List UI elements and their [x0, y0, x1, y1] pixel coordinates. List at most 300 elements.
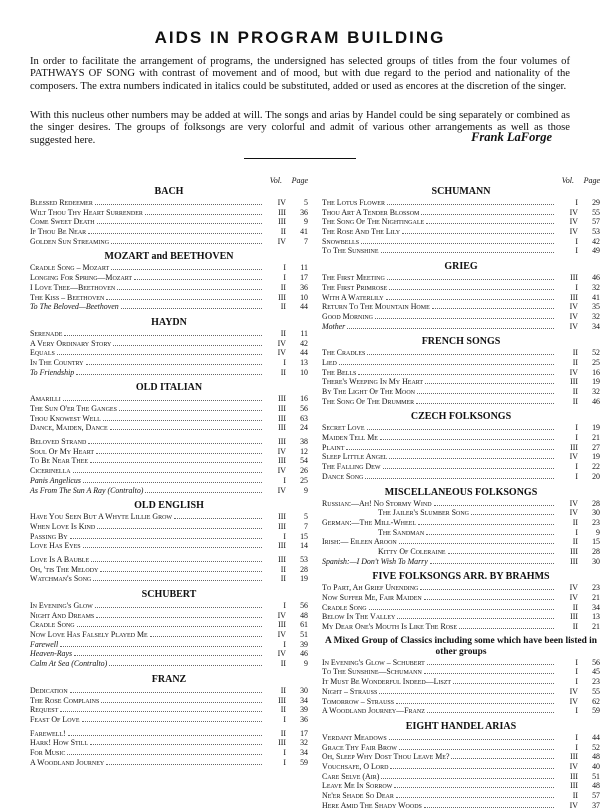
page-number: 9: [596, 527, 600, 537]
page-number: 53: [592, 227, 600, 237]
dot-leader: [394, 787, 554, 788]
dot-leader: [93, 580, 262, 581]
dot-leader: [346, 449, 554, 450]
song-entry: [30, 329, 308, 339]
volume-number: IV: [569, 686, 578, 696]
volume-number: I: [575, 236, 578, 246]
page-number: 16: [592, 367, 600, 377]
page-number: 9: [304, 485, 308, 495]
song-entry: [30, 555, 308, 565]
volume-number: IV: [277, 198, 286, 207]
volume-number: I: [283, 601, 286, 610]
song-title: Feast Of Love: [30, 714, 80, 724]
volume-number: III: [570, 273, 578, 283]
dot-leader: [145, 214, 262, 215]
song-title: Wilt Thou Thy Heart Surrender: [30, 207, 143, 217]
page-number: 17: [300, 273, 308, 283]
page-number: 48: [300, 610, 308, 620]
song-entry: [30, 208, 308, 218]
volume-number: II: [280, 564, 286, 574]
page-number: 16: [300, 394, 308, 404]
volume-number: II: [572, 517, 578, 527]
dot-leader: [430, 563, 554, 564]
song-title: The Rose And The Lily: [322, 227, 401, 237]
song-entry: [30, 715, 308, 725]
song-entry: [322, 762, 600, 772]
volume-number: I: [283, 273, 286, 283]
dot-leader: [145, 492, 262, 493]
song-title: Passing By: [30, 531, 68, 541]
song-entry: [322, 246, 600, 256]
dot-leader: [76, 374, 262, 375]
song-entry: [322, 622, 600, 632]
section-heading: FIVE FOLKSONGS ARR. BY BRAHMS: [372, 571, 550, 583]
page-number: 59: [300, 757, 308, 767]
song-title: The Lotus Flower: [322, 198, 385, 207]
song-title: Care Selve (Air): [322, 771, 380, 781]
dot-leader: [386, 299, 554, 300]
dot-leader: [367, 429, 554, 430]
song-entry: [30, 574, 308, 584]
volume-number: I: [575, 198, 578, 207]
volume-number: I: [575, 527, 578, 537]
dot-leader: [453, 683, 554, 684]
song-entry: [322, 547, 600, 557]
section-heading: GRIEG: [444, 261, 478, 273]
volume-number: II: [280, 659, 286, 669]
song-title: I Love Thee—Beethoven: [30, 282, 116, 292]
song-title: Tomorrow – Strauss: [322, 696, 395, 706]
page-number: 37: [592, 800, 600, 810]
song-title: Good Morning: [322, 311, 374, 321]
song-title: In Evening's Glow: [30, 601, 93, 610]
section-heading: OLD ITALIAN: [135, 382, 203, 394]
dot-leader: [150, 636, 262, 637]
song-entry: [322, 508, 600, 518]
section-heading: HAYDN: [151, 316, 187, 328]
page-number: 44: [300, 348, 308, 358]
dot-leader: [421, 214, 554, 215]
page-number: 21: [592, 622, 600, 632]
volume-number: III: [570, 752, 578, 762]
page-number: 53: [300, 554, 308, 564]
dot-leader: [88, 233, 262, 234]
volume-number: II: [572, 348, 578, 358]
page-number: 34: [592, 321, 600, 331]
song-entry: [30, 758, 308, 768]
song-entry: [322, 322, 600, 332]
page-number: 11: [300, 263, 308, 273]
volume-number: II: [280, 728, 286, 738]
song-title: The Song Of The Drummer: [322, 396, 415, 406]
page-number: 24: [300, 423, 308, 433]
dot-leader: [365, 478, 554, 479]
volume-number: I: [283, 475, 286, 485]
volume-number: IV: [569, 207, 578, 217]
song-entry: [322, 801, 600, 810]
song-title: The Jailer's Slumber Song: [378, 508, 470, 518]
song-entry: [30, 565, 308, 575]
song-title: Oh, Sleep Why Dost Thou Leave Me?: [322, 752, 450, 762]
dot-leader: [387, 279, 554, 280]
page-number: 5: [304, 512, 308, 522]
intro-paragraph-2: With this nucleus other numbers may be added at will. The songs and arias by Handel could be sing separately or combined as the singer desires. The groups of folksongs are very colorful and admit of various other arrangements as well as those suggested here.: [30, 110, 570, 146]
song-entry: [30, 368, 308, 378]
volume-number: I: [575, 462, 578, 472]
song-title: A Very Ordinary Story: [30, 338, 112, 348]
dot-leader: [113, 345, 262, 346]
dot-leader: [83, 547, 262, 548]
song-entry: [322, 667, 600, 677]
song-entry: [322, 658, 600, 668]
volume-number: IV: [277, 466, 286, 476]
song-entry: [30, 738, 308, 748]
song-entry: [322, 302, 600, 312]
volume-number: IV: [277, 610, 286, 620]
dot-leader: [451, 758, 554, 759]
dot-leader: [427, 664, 554, 665]
volume-number: III: [278, 413, 286, 423]
volume-number: IV: [569, 227, 578, 237]
column-header: [30, 176, 308, 185]
volume-number: I: [283, 757, 286, 767]
dot-leader: [448, 553, 554, 554]
page-number: 10: [300, 292, 308, 302]
page-number: 30: [592, 508, 600, 518]
song-entry: [322, 462, 600, 472]
song-entry: [30, 611, 308, 621]
song-title: Night And Dreams: [30, 610, 95, 620]
dot-leader: [97, 223, 262, 224]
song-entry: [30, 263, 308, 273]
song-title: Cicerinella: [30, 466, 71, 476]
page-number: 32: [300, 738, 308, 748]
song-entry: [30, 466, 308, 476]
song-entry: [30, 237, 308, 247]
dot-leader: [82, 721, 262, 722]
song-entry: [30, 404, 308, 414]
page-number: 28: [592, 498, 600, 508]
volume-number: II: [280, 685, 286, 695]
dot-leader: [390, 768, 554, 769]
page-number: 21: [592, 433, 600, 443]
song-title: Amarilli: [30, 394, 61, 404]
dot-leader: [103, 420, 262, 421]
song-title: By The Light Of The Moon: [322, 387, 416, 396]
song-entry: [322, 528, 600, 538]
volume-number: II: [572, 357, 578, 367]
song-entry: [322, 706, 600, 716]
page-header: Page: [583, 176, 600, 185]
song-entry: [322, 772, 600, 782]
song-entry: [322, 583, 600, 593]
song-title: Request: [30, 705, 59, 715]
volume-number: III: [278, 437, 286, 447]
volume-number: I: [283, 263, 286, 273]
song-title: There's Weeping In My Heart: [322, 377, 424, 387]
dot-leader: [96, 453, 262, 454]
song-entry: [322, 348, 600, 358]
page-number: 21: [592, 593, 600, 602]
page-number: 57: [592, 791, 600, 800]
song-title: Calm At Sea (Contralto): [30, 659, 108, 669]
song-title: Have You Seen But A Whyte Lillie Grow: [30, 512, 173, 522]
song-entry: [322, 499, 600, 509]
song-entry: [322, 293, 600, 303]
volume-number: I: [283, 357, 286, 367]
song-title: Leave Me In Sorrow: [322, 781, 393, 791]
song-entry: [30, 649, 308, 659]
volume-number: III: [278, 423, 286, 433]
page-number: 14: [300, 541, 308, 551]
song-entry: [322, 237, 600, 247]
song-entry: [30, 456, 308, 466]
song-entry: [322, 443, 600, 453]
dot-leader: [361, 243, 554, 244]
song-entry: [30, 302, 308, 312]
song-entry: [30, 447, 308, 457]
dot-leader: [416, 403, 554, 404]
dot-leader: [117, 289, 262, 290]
dot-leader: [70, 692, 262, 693]
left-column: [30, 176, 308, 767]
song-title: Dedication: [30, 685, 68, 695]
volume-number: III: [570, 771, 578, 781]
volume-number: III: [278, 394, 286, 404]
song-title: The Song Of The Nightingale: [322, 217, 425, 227]
page-number: 17: [300, 728, 308, 738]
volume-number: IV: [569, 696, 578, 706]
volume-number: II: [280, 328, 286, 338]
volume-number: III: [570, 556, 578, 566]
song-title: It Must Be Wonderful Indeed—Liszt: [322, 677, 452, 687]
volume-number: I: [575, 423, 578, 433]
dot-leader: [67, 754, 262, 755]
vol-header: Vol.: [561, 176, 574, 185]
song-entry: [322, 697, 600, 707]
page-number: 41: [592, 292, 600, 302]
page-number: 36: [300, 282, 308, 292]
page-number: 57: [592, 217, 600, 227]
song-title: Love Is A Bauble: [30, 554, 90, 564]
song-entry: [322, 791, 600, 801]
volume-number: I: [283, 639, 286, 649]
volume-number: III: [278, 554, 286, 564]
section-heading: MOZART and BEETHOVEN: [104, 251, 234, 263]
dot-leader: [63, 400, 262, 401]
song-entry: [30, 686, 308, 696]
song-entry: [322, 603, 600, 613]
song-title: Lied: [322, 357, 337, 367]
song-entry: [30, 217, 308, 227]
page-number: 52: [592, 348, 600, 358]
dot-leader: [73, 472, 262, 473]
song-title: Vouchsafe, O Lord: [322, 761, 389, 771]
song-entry: [30, 423, 308, 433]
song-title: Beloved Strand: [30, 437, 87, 447]
page-number: 46: [300, 649, 308, 659]
song-title: Secret Love: [322, 423, 365, 433]
song-entry: [30, 227, 308, 237]
volume-number: IV: [569, 583, 578, 593]
page-number: 34: [300, 695, 308, 705]
song-entry: [322, 433, 600, 443]
song-entry: [30, 620, 308, 630]
page-number: 7: [304, 236, 308, 246]
song-title: Dance Song: [322, 471, 364, 481]
song-title: Heaven-Rays: [30, 649, 73, 659]
vol-header: Vol.: [269, 176, 282, 185]
song-entry: [30, 522, 308, 532]
page-number: 19: [592, 452, 600, 462]
section-heading: FRENCH SONGS: [421, 336, 501, 348]
volume-number: IV: [569, 498, 578, 508]
song-title: Snowbells: [322, 236, 360, 246]
dot-leader: [432, 308, 554, 309]
volume-number: I: [575, 667, 578, 677]
volume-number: I: [283, 747, 286, 757]
volume-number: I: [575, 732, 578, 742]
section-heading: BACH: [154, 186, 184, 197]
page-number: 44: [592, 732, 600, 742]
song-entry: [322, 781, 600, 791]
volume-number: I: [575, 742, 578, 752]
page-number: 44: [300, 302, 308, 312]
page-number: 15: [300, 531, 308, 541]
volume-number: IV: [569, 302, 578, 312]
volume-number: IV: [277, 485, 286, 495]
page-number: 13: [592, 612, 600, 622]
song-entry: [30, 476, 308, 486]
page-number: 32: [592, 311, 600, 321]
dot-leader: [380, 439, 554, 440]
song-entry: [322, 217, 600, 227]
song-entry: [30, 414, 308, 424]
dot-leader: [434, 505, 554, 506]
song-entry: [322, 677, 600, 687]
dot-leader: [110, 429, 262, 430]
song-title: Cradle Song: [30, 620, 75, 630]
page-number: 19: [592, 423, 600, 433]
volume-number: II: [572, 396, 578, 406]
dot-leader: [90, 462, 262, 463]
volume-number: IV: [569, 508, 578, 518]
page-number: 30: [592, 556, 600, 566]
page-number: 10: [300, 367, 308, 377]
page-number: 61: [300, 620, 308, 630]
volume-number: II: [280, 282, 286, 292]
dot-leader: [426, 534, 554, 535]
song-title: Dance, Maiden, Dance: [30, 423, 108, 433]
section-heading: OLD ENGLISH: [134, 500, 204, 512]
dot-leader: [399, 749, 554, 750]
dot-leader: [77, 626, 262, 627]
volume-number: I: [575, 433, 578, 443]
dot-leader: [121, 308, 262, 309]
signature: Frank LaForge: [471, 130, 552, 144]
dot-leader: [425, 383, 554, 384]
song-entry: [30, 541, 308, 551]
page-number: 56: [300, 404, 308, 413]
page-number: 49: [592, 246, 600, 256]
song-entry: [30, 198, 308, 208]
page-number: 55: [592, 207, 600, 217]
section-heading: FRANZ: [151, 673, 187, 685]
dot-leader: [57, 354, 262, 355]
dot-leader: [389, 739, 554, 740]
volume-number: II: [280, 367, 286, 377]
section-heading: SCHUMANN: [431, 186, 491, 197]
song-entry: [30, 640, 308, 650]
dot-leader: [399, 543, 554, 544]
song-entry: [322, 423, 600, 433]
page-number: 23: [592, 677, 600, 687]
right-column: [322, 176, 600, 810]
page-number: 51: [300, 630, 308, 640]
song-entry: [322, 227, 600, 237]
intro-paragraph-1: In order to facilitate the arrangement of programs, the undersigned has selected groups of titles from the four volumes of PATHWAYS OF SONG with contrast of movement and of mood, but with due regard to the period and nationality of the composers. The extra numbers indicated in italics could be substituted, added or used as encores at the discretion of the singer.: [30, 56, 570, 92]
song-entry: [30, 339, 308, 349]
song-title: Below In The Valley: [322, 612, 396, 622]
page-number: 63: [300, 413, 308, 423]
dot-leader: [64, 335, 262, 336]
volume-number: III: [570, 612, 578, 622]
page-number: 34: [592, 602, 600, 612]
dot-leader: [417, 393, 554, 394]
page-number: 51: [592, 771, 600, 781]
page-number: 39: [300, 639, 308, 649]
song-title: Thou Knowest Well: [30, 413, 101, 423]
section-heading: EIGHT HANDEL ARIAS: [405, 720, 517, 732]
dot-leader: [426, 223, 554, 224]
dot-leader: [424, 807, 554, 808]
page-number: 56: [592, 657, 600, 667]
dot-leader: [91, 561, 262, 562]
page-number: 41: [300, 227, 308, 237]
dot-leader: [389, 289, 554, 290]
page-number: 22: [592, 462, 600, 472]
dot-leader: [97, 528, 262, 529]
song-title: With A Waterlily: [322, 292, 384, 302]
song-entry: [322, 283, 600, 293]
volume-number: III: [278, 695, 286, 705]
song-title: The First Primrose: [322, 282, 388, 292]
page-number: 26: [300, 466, 308, 476]
section-heading: CZECH FOLKSONGS: [410, 411, 512, 423]
dot-leader: [88, 443, 262, 444]
volume-number: I: [575, 706, 578, 716]
song-title: Equals: [30, 348, 55, 358]
song-title: To Be Near Thee: [30, 456, 89, 466]
song-entry: [322, 312, 600, 322]
volume-number: III: [570, 442, 578, 452]
song-title: A Woodland Journey—Franz: [322, 706, 425, 716]
song-title: The Rose Complains: [30, 695, 100, 705]
page-number: 32: [592, 282, 600, 292]
song-entry: [30, 729, 308, 739]
song-title: Cradle Song: [322, 602, 367, 612]
song-title: Here Amid The Shady Woods: [322, 800, 422, 810]
song-title: Spanish:—I Don't Wish To Marry: [322, 556, 428, 566]
song-entry: [322, 472, 600, 482]
page-number: 40: [592, 761, 600, 771]
song-entry: [322, 612, 600, 622]
song-title: For Music: [30, 747, 66, 757]
page-number: 25: [300, 475, 308, 485]
volume-number: II: [572, 791, 578, 800]
song-title: Night – Strauss: [322, 686, 378, 696]
page-number: 56: [300, 601, 308, 610]
